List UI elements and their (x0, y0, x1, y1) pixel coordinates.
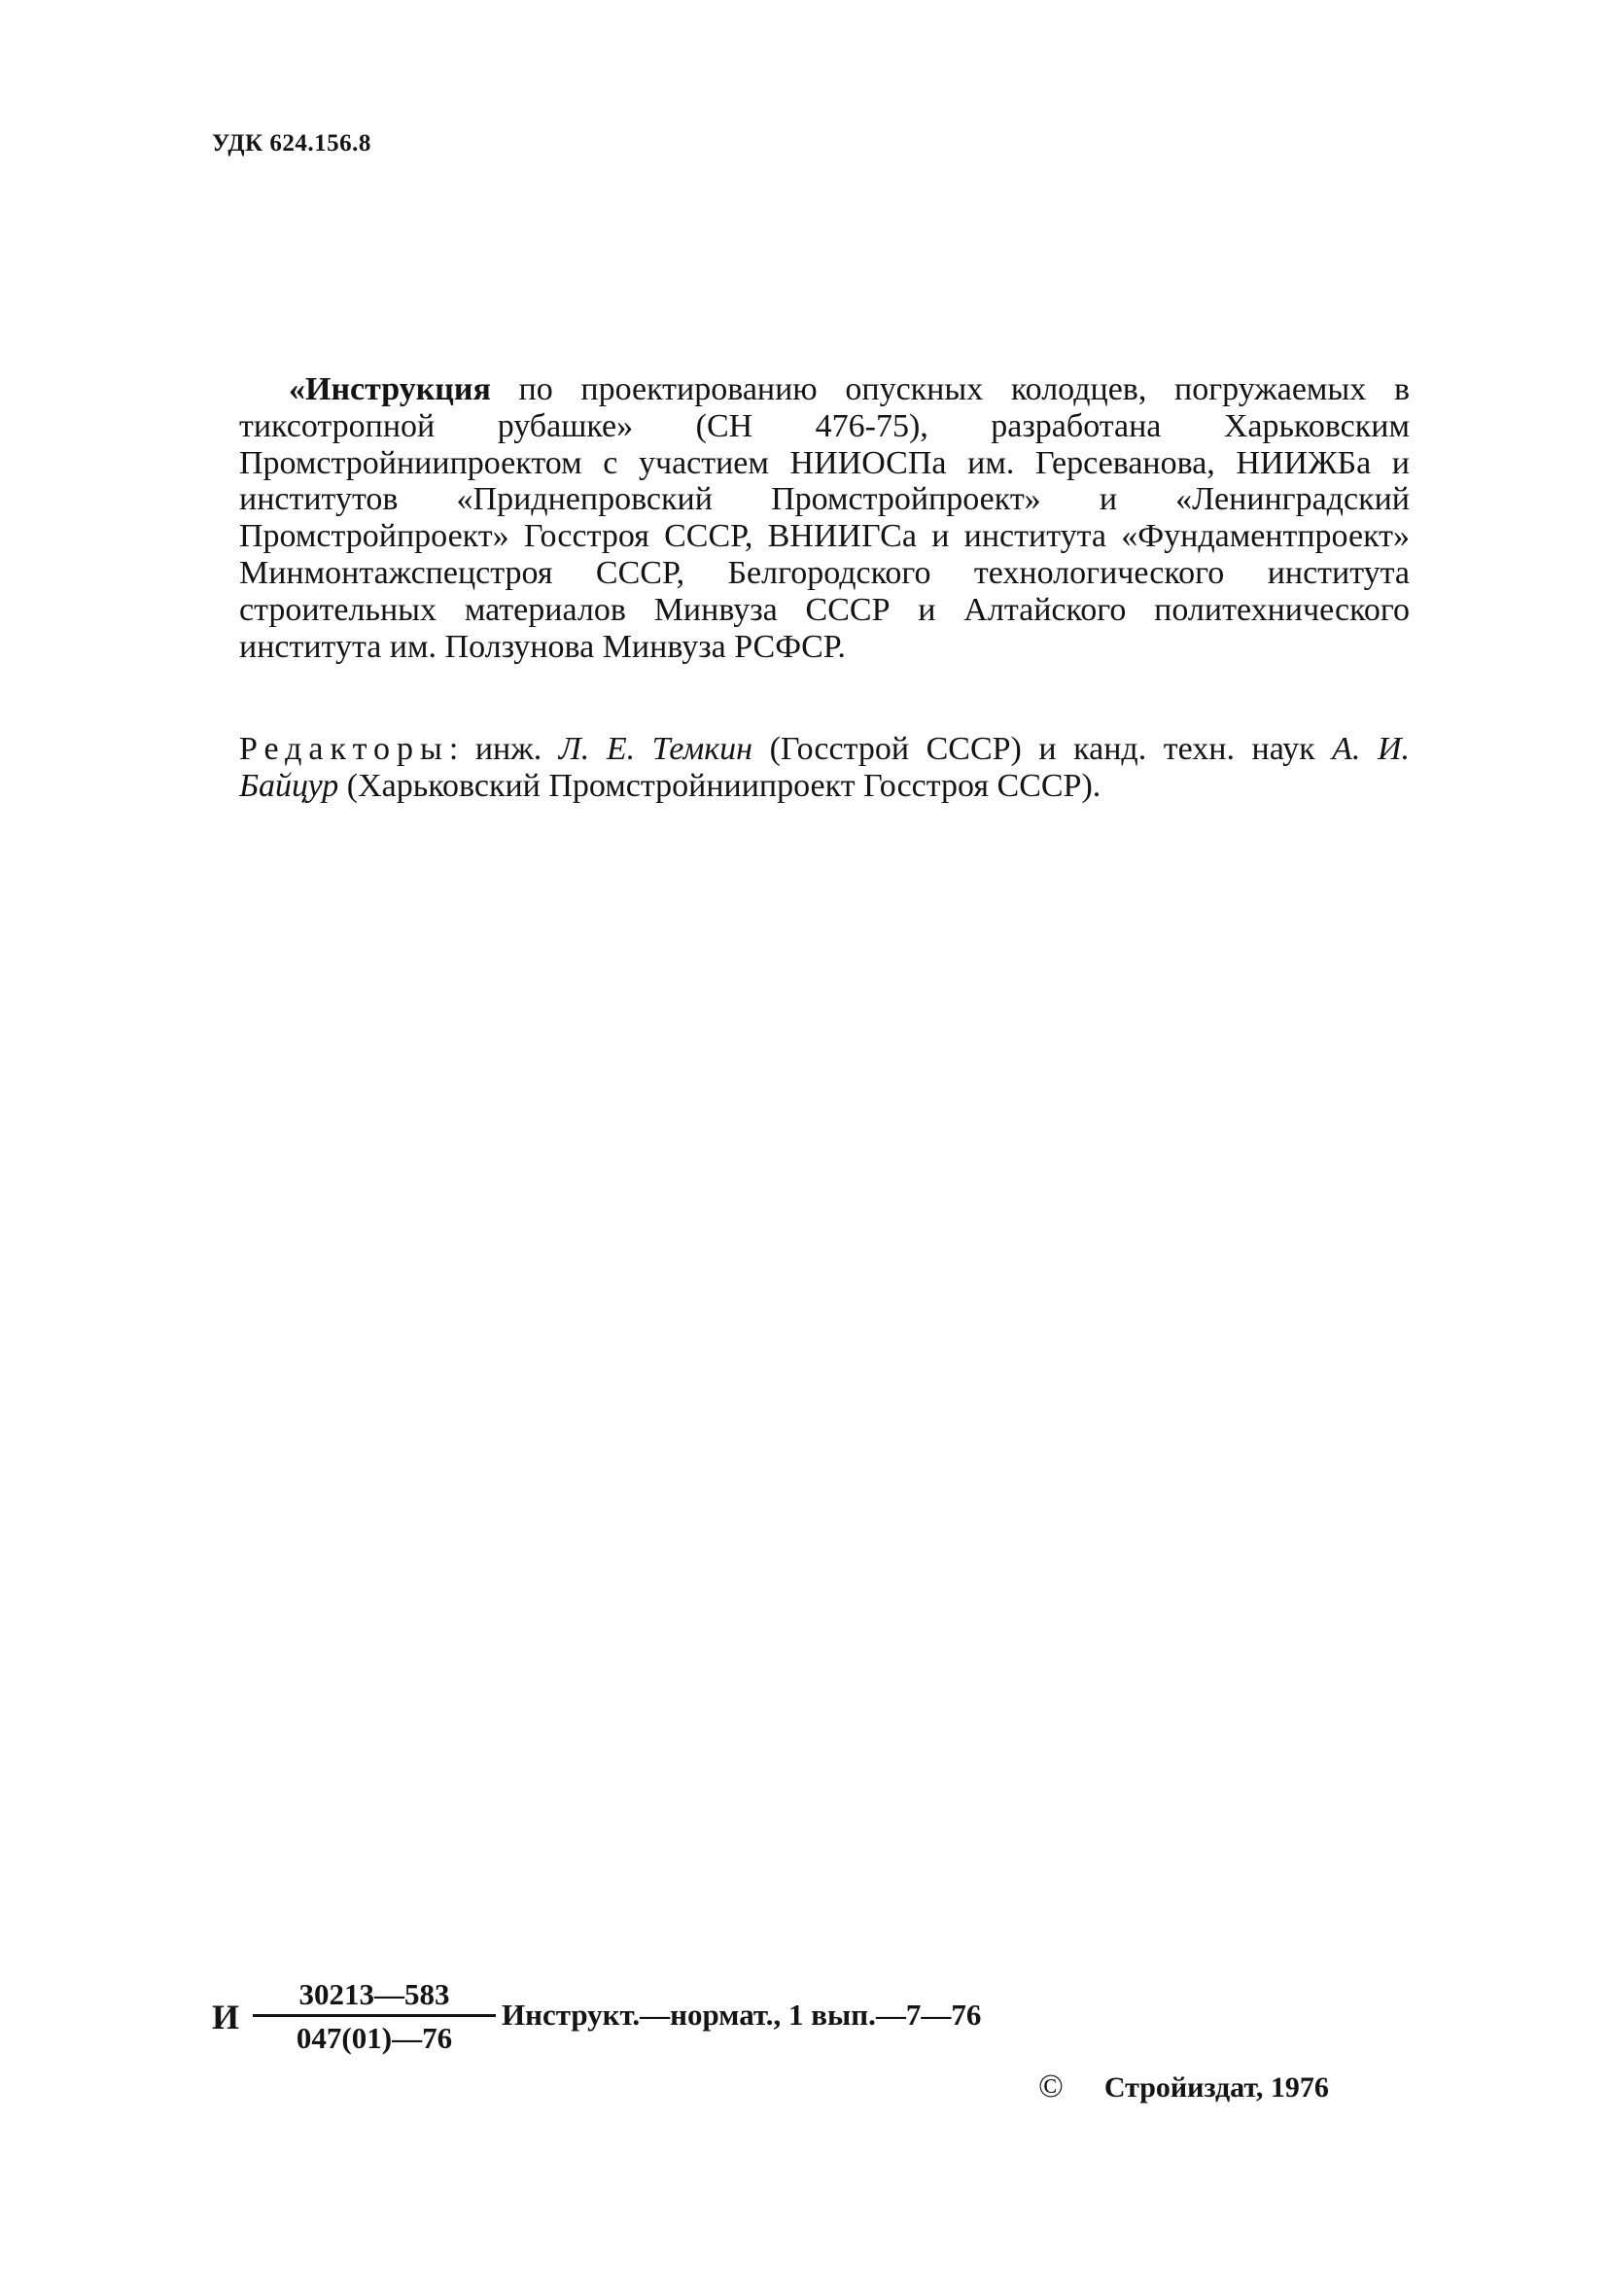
index-letter: И (212, 1998, 240, 2036)
editors-paragraph (239, 731, 1410, 805)
index-denominator: 047(01)—76 (296, 2021, 453, 2055)
document-title: «Инструкция (289, 371, 491, 407)
annotation-body: по проектированию опускных колодцев, погружаемых в тиксотропной рубашке» (СН 476-75), разработана Харьковским Промстройниипроектом с участием НИИОСПа им. Герсеванова, НИИЖБа и институтов «Приднепровский Промстройпроект» и «Ленинградский Промстройпроект» Госстроя СССР, ВНИИГСа и института «Фундаментпроект» Минмонтажспецстроя СССР, Белгородского технологического института строительных материалов Минвуза СССР и Алтайского политехнического института им. Ползунова Минвуза РСФСР. (239, 371, 1410, 665)
series-info: Инструкт.—нормат., 1 вып.—7—76 (502, 1998, 982, 2032)
editors-label: Редакторы (239, 731, 449, 767)
editor-name-1: Л. Е. Темкин (558, 731, 753, 767)
editors-text-block (239, 731, 1410, 805)
fraction-bar (253, 2014, 496, 2017)
copyright-line (1038, 2069, 1329, 2105)
publisher-name: Стройиздат, 1976 (1103, 2071, 1329, 2104)
index-fraction (253, 1977, 496, 2056)
udc-code: УДК 624.156.8 (212, 130, 371, 157)
editors-text-1: : инж. (448, 731, 559, 767)
editors-text-3: (Харьковский Промстройниипроект Госстроя СССР). (338, 768, 1101, 804)
index-numerator: 30213—583 (298, 1977, 450, 2011)
copyright-icon: © (1038, 2069, 1064, 2105)
annotation-paragraph (239, 371, 1410, 665)
editors-text-2: (Госстрой СССР) и канд. техн. наук (752, 731, 1333, 767)
editor-name-2: А. И. Байцур (239, 731, 1411, 804)
annotation-text-block (239, 371, 1410, 665)
